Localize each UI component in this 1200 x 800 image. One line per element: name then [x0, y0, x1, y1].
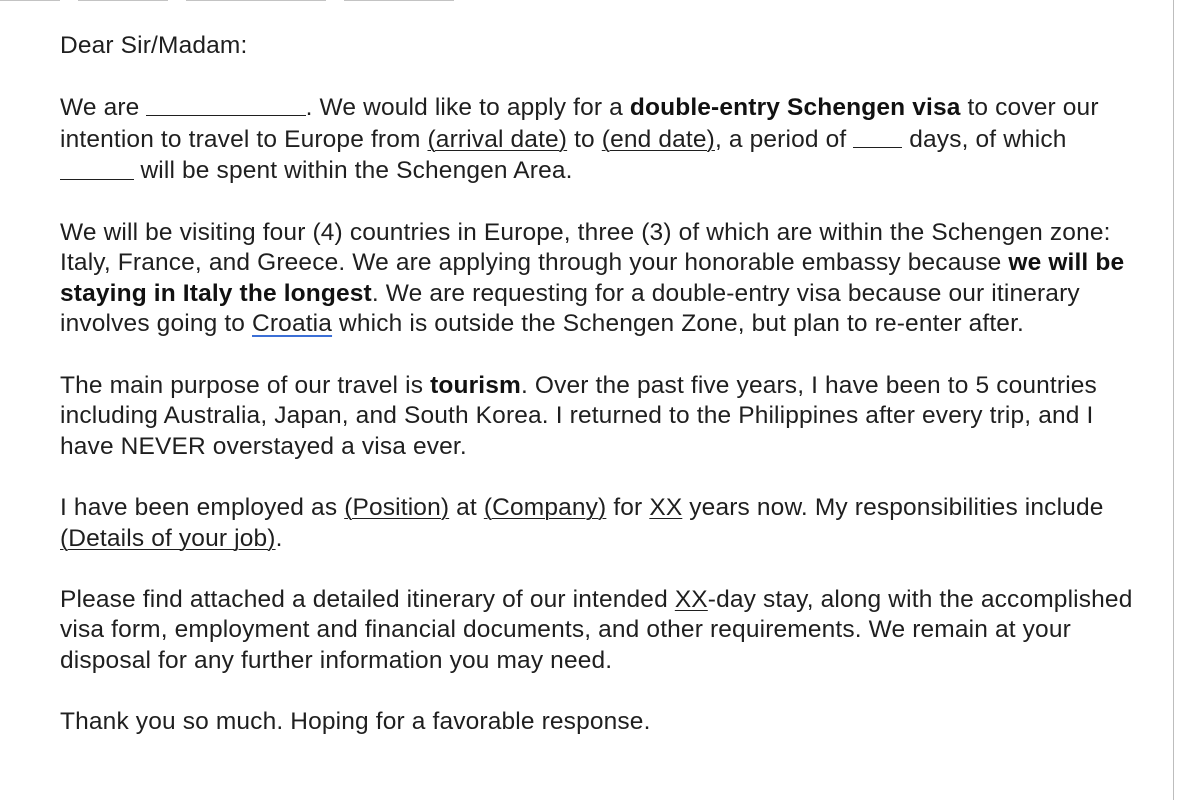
placeholder-field: XX [674, 585, 708, 613]
text-run: to [567, 125, 602, 153]
letter-paragraph [60, 92, 1140, 187]
text-run: . We are requesting for a double-entry visa because our itinerary involves going to [60, 279, 1080, 338]
text-run: I have been employed as [60, 494, 345, 522]
fill-in-blank [146, 93, 305, 116]
text-run: will be spent within the Schengen Area. [133, 157, 573, 185]
text-run: -day stay, along with the accomplished visa form, employment and financial documents, and other requirements. We remain at your disposal for any further information you may need. [60, 585, 1133, 675]
text-run: days, of which [902, 125, 1067, 153]
placeholder-field: (arrival date) [427, 125, 568, 153]
text-run: The main purpose of our travel is [60, 371, 431, 399]
text-run: . Over the past five years, I have been to 5 countries including Australia, Japan, and South Korea. I returned to the Philippines after every trip, and I have NEVER overstayed a visa ever. [60, 371, 1097, 460]
placeholder-field: (Company) [483, 494, 607, 522]
text-run: We will be visiting four (4) countries in Europe, three (3) of which are within the Schengen zone: Italy, France, and Greece. We are applying through your honorable embassy because [60, 218, 1111, 277]
text-run: . [275, 524, 283, 552]
text-run: to cover our intention to travel to Europe from [60, 94, 1099, 153]
letter-paragraph [60, 493, 1140, 554]
placeholder-field: (Details of your job) [60, 524, 276, 552]
text-run: which is outside the Schengen Zone, but plan to re-enter after. [332, 310, 1024, 338]
letter-paragraph [60, 218, 1140, 340]
fill-in-blank [60, 156, 134, 179]
letter-body[interactable] [60, 31, 1140, 768]
previous-line-fragment [0, 0, 540, 4]
placeholder-field: (end date) [601, 125, 715, 153]
text-run: Please find attached a detailed itinerary of our intended [60, 585, 675, 613]
text-run: years now. My responsibilities include [682, 494, 1104, 522]
letter-paragraph [60, 371, 1140, 463]
bold-text: double-entry Schengen visa [629, 94, 961, 122]
greeting: Dear Sir/Madam: [60, 32, 248, 59]
bold-text: we will be staying in Italy the longest [60, 249, 1125, 307]
text-run: Thank you so much. Hoping for a favorable response. [60, 708, 651, 736]
text-run: , a period of [714, 125, 854, 153]
text-run: at [449, 494, 484, 522]
placeholder-field: (Position) [344, 494, 450, 522]
fill-in-blank [853, 125, 902, 148]
placeholder-field: XX [649, 494, 683, 522]
spellcheck-flagged-word: Croatia [252, 310, 333, 338]
bold-text: tourism [430, 371, 521, 399]
letter-paragraph [60, 585, 1140, 677]
text-run: for [606, 494, 650, 522]
text-run: We are [60, 94, 147, 122]
letter-paragraph [60, 707, 1140, 738]
text-run: . We would like to apply for a [305, 94, 630, 122]
page-right-border [1173, 0, 1174, 800]
letter-paragraphs [60, 92, 1140, 738]
